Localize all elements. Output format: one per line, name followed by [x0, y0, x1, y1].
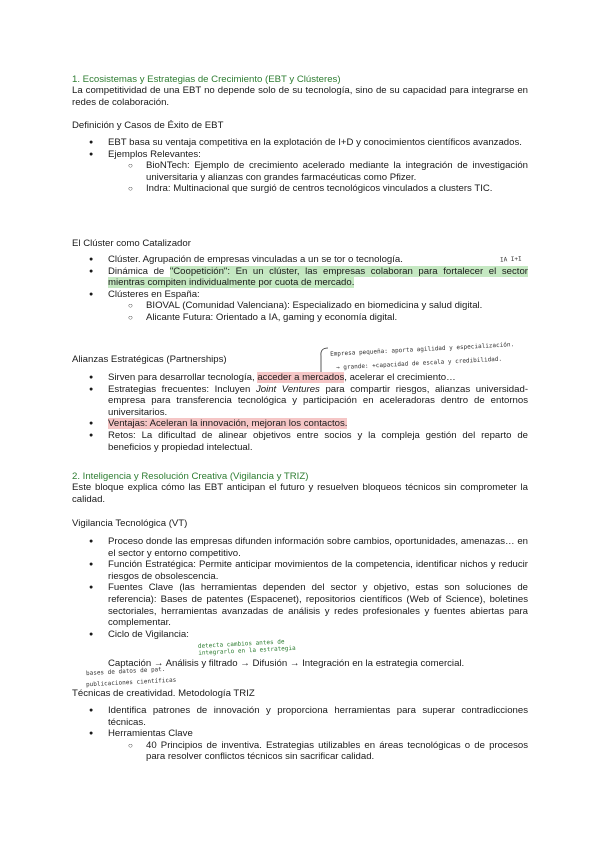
text-run: Dinámica de	[108, 265, 170, 277]
section-2-title: 2. Inteligencia y Resolución Creativa (Vigilancia y TRIZ)	[72, 471, 309, 482]
text-run: , acelerar el crecimiento…	[344, 372, 456, 383]
list-item	[72, 266, 528, 289]
text-run: Sirven para desarrollar tecnología,	[108, 372, 258, 383]
list-item	[72, 384, 528, 419]
list-item: ○ Indra: Multinacional que surgió de centros tecnológicos vinculados a clusters TIC.	[72, 183, 528, 195]
ebt-definition-title: Definición y Casos de Éxito de EBT	[72, 120, 224, 131]
cluster-list	[72, 254, 528, 324]
list-item	[72, 372, 528, 384]
highlight	[108, 266, 528, 289]
handwritten-note: detecta cambios antes de integrarlo en la estrategia	[197, 638, 296, 657]
handwritten-note: IA I+I	[499, 255, 522, 264]
list-item: ● Ciclo de Vigilancia:	[72, 629, 528, 641]
vt-list	[72, 536, 528, 640]
list-item	[72, 418, 528, 430]
italic-term: Joint Ventures	[255, 383, 320, 395]
list-item: ● Fuentes Clave (las herramientas dependen del sector y objetivo, estas son soluciones de referencia): Bases de patentes (Espacenet), repositorios científicos (Web of Science), boletines sectoriales, herramientas avanzadas de análisis y redes profesionales y fuentes abiertas para complementar.	[72, 582, 528, 628]
handwritten-note: bases de datos de pat.	[85, 665, 166, 678]
handwritten-note: publicaciones científicas	[85, 676, 177, 689]
text-run: para compartir riesgos, alianzas universidad-empresa para transferencia tecnológica y participación en aceleradoras dentro de entornos universitarios.	[108, 383, 529, 418]
triz-list	[72, 705, 528, 763]
handwritten-note: Empresa pequeña: aporta agilidad y especialización.	[329, 341, 515, 358]
section-1-title: 1. Ecosistemas y Estrategias de Crecimiento (EBT y Clústeres)	[72, 74, 341, 85]
vt-title: Vigilancia Tecnológica (VT)	[72, 518, 188, 529]
list-item: ○ BIOVAL (Comunidad Valenciana): Especializado en biomedicina y salud digital.	[72, 300, 528, 312]
list-item: ● EBT basa su ventaja competitiva en la explotación de I+D y conocimientos científicos avanzados.	[72, 137, 528, 149]
triz-title: Técnicas de creatividad. Metodología TRIZ	[72, 688, 255, 699]
list-item: ● Identifica patrones de innovación y proporciona herramientas para superar contradicciones técnicas.	[72, 705, 528, 728]
list-item: ● Función Estratégica: Permite anticipar movimientos de la competencia, identificar nichos y reducir riesgos de obsolescencia.	[72, 559, 528, 582]
quoted-term: "Coopetición"	[169, 265, 228, 277]
section-1-intro: La competitividad de una EBT no depende solo de su tecnología, sino de su capacidad para integrarse en redes de colaboración.	[72, 85, 528, 108]
text-run: Estrategias frecuentes: Incluyen	[108, 383, 256, 395]
alliances-list	[72, 372, 528, 453]
ebt-definition-list	[72, 137, 528, 195]
list-item: ● Ejemplos Relevantes:	[72, 149, 528, 161]
highlight: acceder a mercados	[257, 372, 345, 383]
list-item: ● Clúster. Agrupación de empresas vinculadas a un se tor o tecnología.	[72, 254, 528, 266]
list-item: ○ BioNTech: Ejemplo de crecimiento acelerado mediante la integración de investigación universitaria y alianzas con grandes farmacéuticas como Pfizer.	[72, 160, 528, 183]
handwritten-note: → grande: +capacidad de escala y credibilidad.	[335, 355, 503, 372]
highlight: Ventajas: Aceleran la innovación, mejoran los contactos.	[108, 418, 348, 430]
vigilance-cycle: Captación → Análisis y filtrado → Difusión → Integración en la estrategia comercial.	[108, 658, 465, 669]
list-item: ● Proceso donde las empresas difunden información sobre cambios, oportunidades, amenazas… en el sector y entorno competitivo.	[72, 536, 528, 559]
text-run: : En un clúster, las empresas colaboran para fortalecer el sector mientras compiten individualmente por cuota de mercado.	[108, 265, 528, 289]
alliances-title: Alianzas Estratégicas (Partnerships)	[72, 354, 227, 365]
list-item: ○ 40 Principios de inventiva. Estrategias utilizables en áreas tecnológicas o de procesos para resolver conflictos técnicos sin sacrificar calidad.	[72, 740, 528, 763]
section-2-intro: Este bloque explica cómo las EBT anticipan el futuro y resuelven bloqueos técnicos sin comprometer la calidad.	[72, 482, 528, 505]
list-item: ● Retos: La dificultad de alinear objetivos entre socios y la compleja gestión del reparto de beneficios y propiedad intelectual.	[72, 430, 528, 453]
list-item: ● Clústeres en España:	[72, 289, 528, 301]
list-item: ● Herramientas Clave	[72, 728, 528, 740]
list-item: ○ Alicante Futura: Orientado a IA, gaming y economía digital.	[72, 312, 528, 324]
cluster-title: El Clúster como Catalizador	[72, 238, 191, 249]
